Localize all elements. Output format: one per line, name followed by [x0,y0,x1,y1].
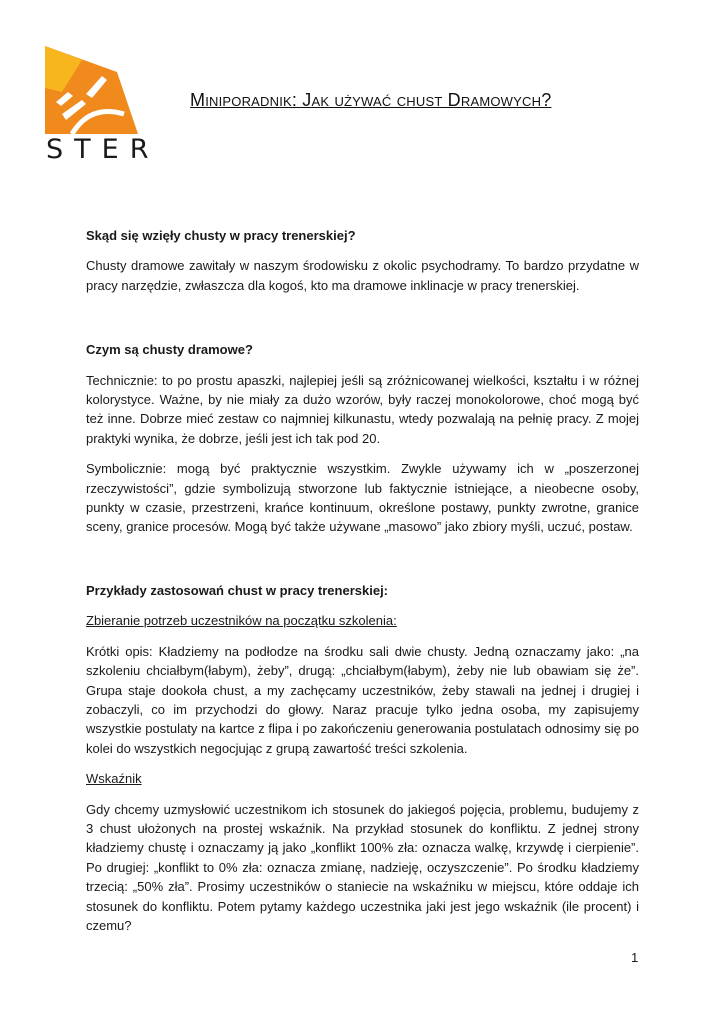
section-heading-what: Czym są chusty dramowe? [86,342,253,358]
paragraph-origin: Chusty dramowe zawitały w naszym środowisku z okolic psychodramy. To bardzo przydatne w pracy narzędzie, zwłaszcza dla kogoś, kto ma dramowe inklinacje w pracy trenerskiej. [86,258,639,293]
document-body [86,226,639,935]
paragraph-indicator: Gdy chcemy uzmysłowić uczestnikom ich stosunek do jakiegoś pojęcia, problemu, budujemy z 3 chust ułożonych na prostej wskaźnik. Na przykład stosunek do konfliktu. Z jednej strony kładziemy chustę i oznaczamy ją jako „konflikt 100% zła: oznacza walkę, krzywdę i cierpienie”. Po drugiej: „konflikt to 0% zła: oznacza zmianę, nadzieję, oczyszczenie”. Po środku kładziemy trzecią: „50% zła”. Prosimy uczestników o staniecie na wskaźniku w miejscu, które oddaje ich stosunek do konfliktu. Potem pytamy każdego uczestnika jaki jest jego wskaźnik (ile procent) i czemu? [86,801,639,933]
subheading-needs: Zbieranie potrzeb uczestników na początku szkolenia: [86,613,397,629]
subheading-indicator: Wskaźnik [86,771,142,787]
ster-logo [42,44,160,165]
logo-text: STER [46,134,160,165]
section-heading-examples: Przykłady zastosowań chust w pracy trenerskiej: [86,582,389,598]
paragraph-symbolic: Symbolicznie: mogą być praktycznie wszystkim. Zwykle używamy ich w „poszerzonej rzeczywistości”, gdzie symbolizują stworzone lub faktycznie istniejące, a nieobecne osoby, punkty w czasie, przestrzeni, krańce kontinuum, określone postawy, punkty zwrotne, granice sceny, granice procesów. Mogą być także używane „masowo” jako zbiory myśli, uczuć, postaw. [86,461,639,535]
ster-logo-mark [42,44,142,139]
page-number: 1 [631,950,639,965]
paragraph-needs: Krótki opis: Kładziemy na podłodze na środku sali dwie chusty. Jedną oznaczamy jako: „na szkoleniu chciałbym(łabym), żeby”, drugą: „chciałbym(łabym), żeby nie lub obawiam się że”. Grupa staje dookoła chust, a my zachęcamy uczestników, żeby stawali na jednej i drugiej i zobaczyli, co im przychodzi do głowy. Naraz pracuje tylko jedna osoba, my zapisujemy wszystkie postulaty na kartce z flipa i po zakończeniu generowania postulatach odnosimy się po kolei do wszystkich negocjując z grupą zawartość treści szkolenia. [86,643,639,756]
section-heading-origin: Skąd się wzięły chusty w pracy trenerskiej? [86,228,356,243]
paragraph-technical: Technicznie: to po prostu apaszki, najlepiej jeśli są zróżnicowanej wielkości, kształtu i w różnej kolorystyce. Ważne, by nie miały za dużo wzorów, były raczej monokolorowe, choć mogą być też inne. Dobrze mieć zestaw co najmniej kilkunastu, wtedy pozwalają na pełnię pracy. Z mojej praktyki wynika, że dobrze, jeśli jest ich tak pod 20. [86,372,639,446]
page-title: Miniporadnik: Jak używać chust Dramowych? [190,90,552,110]
